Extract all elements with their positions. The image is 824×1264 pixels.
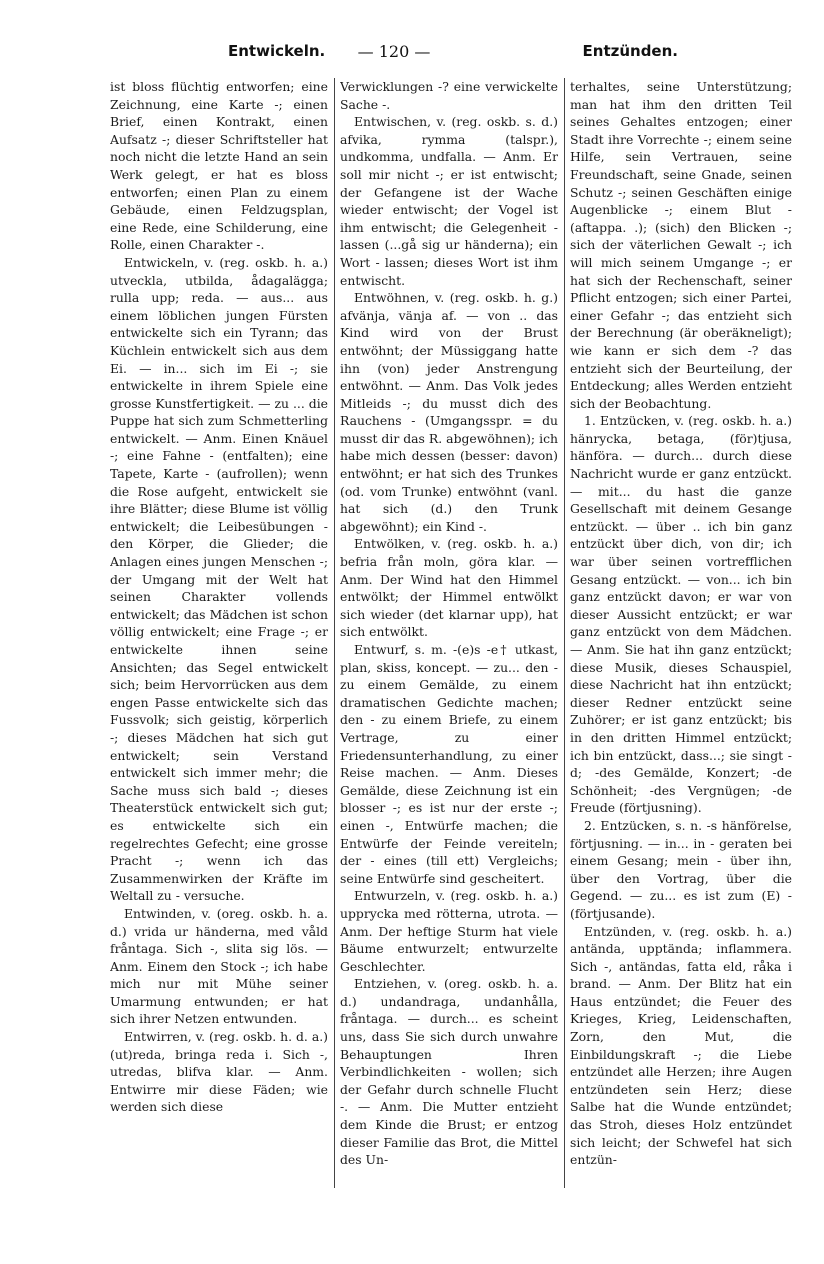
- text-column-2: [340, 78, 558, 1190]
- entry-entzuecken-verb: 1. Entzücken, v. (reg. oskb. h. a.) hänrycka, betaga, (för)tjusa, hänföra. — durch... durch diese Nachricht wurde er ganz entzückt. — mit... du hast die ganze Gesellschaft mit deinem Gesange entzückt. — über .. ich bin ganz entzückt über dich, von dir; ich war über seinen vortrefflichen Gesang entzückt. — von... ich bin ganz entzückt davon; er war von dieser Aussicht entzückt; er war ganz entzückt von dem Mädchen. — Anm. Sie hat ihn ganz entzückt; diese Musik, dieses Schauspiel, diese Nachricht hat ihn entzückt; dieser Redner entzückt seine Zuhörer; er ist ganz entzückt; bis in den dritten Himmel entzückt; ich bin entzückt, dass...; sie singt -d; -des Gemälde, Konzert; -de Schönheit; -des Vergnügen; -de Freude (förtjusning).: [570, 413, 792, 816]
- header-last-word: Entzünden.: [582, 42, 678, 60]
- entry-entwurf: Entwurf, s. m. -(e)s -e† utkast, plan, skiss, koncept. — zu... den - zu einem Gemälde, zu einem dramatischen Gedichte machen; den - zu einem Briefe, zu einem Vertrage, zu einer Friedensunterhandlung, zu einer Reise machen. — Anm. Dieses Gemälde, diese Zeichnung ist ein blosser -; es ist nur der erste -; einen -, Entwürfe machen; die Entwürfe der Feinde vereiteln; der - eines (till ett) Vergleichs; seine Entwürfe sind gescheitert.: [340, 642, 558, 886]
- text-column-1: [110, 78, 328, 1190]
- column-divider-1: [334, 78, 335, 1188]
- running-header: [110, 38, 678, 68]
- entry-entwinden: Entwinden, v. (oreg. oskb. h. a. d.) vrida ur händerna, med våld fråntaga. Sich -, slita sig lös. — Anm. Einem den Stock -; ich habe mich nur mit Mühe seiner Umarmung entwunden; er hat sich ihrer Netzen entwunden.: [110, 905, 328, 1027]
- entry-entwischen: Entwischen, v. (reg. oskb. s. d.) afvika, rymma (talspr.), undkomma, undfalla. — Anm. Er soll mir nicht -; er ist entwischt; der Gefangene ist der Wache wieder entwischt; der Vogel ist ihm entwischt; die Gelegenheit - lassen (...gå sig ur händerna); ein Wort - lassen; dieses Wort ist ihm entwischt.: [340, 114, 558, 288]
- continuation-paragraph: terhaltes, seine Unterstützung; man hat ihm den dritten Teil seines Gehaltes entzogen; einer Stadt ihre Vorrechte -; einem seine Hilfe, sein Vertrauen, seine Freundschaft, seine Gnade, seinen Schutz -; seinen Geschäften einige Augenblicke -; einem Blut - (aftappa. .); (sich) den Blicken -; sich der väterlichen Gewalt -; ich will mich seinem Umgange -; er hat sich der Rechenschaft, seiner Pflicht entzogen; sich einer Partei, einer Gefahr -; das entzieht sich der Berechnung (är oberäkneligt); wie kann er sich dem -? das entzieht sich der Beurteilung, der Entdeckung; alles Werden entzieht sich der Beobachtung.: [570, 79, 792, 411]
- continuation-paragraph: Verwicklungen -? eine verwickelte Sache -.: [340, 79, 558, 112]
- page-number: — 120 —: [357, 42, 431, 61]
- entry-entwoelken: Entwölken, v. (reg. oskb. h. a.) befria från moln, göra klar. — Anm. Der Wind hat den Himmel entwölkt; der Himmel entwölkt sich wieder (det klarnar upp), hat sich entwölkt.: [340, 536, 558, 640]
- entry-entwickeln: Entwickeln, v. (reg. oskb. h. a.) utveckla, utbilda, ådagalägga; rulla upp; reda. — aus... aus einem löblichen jungen Fürsten entwickelte sich ein Tyrann; das Küchlein entwickelt sich aus dem Ei. — in... sich im Ei -; sie entwickelte in ihrem Spiele eine grosse Kunstfertigkeit. — zu ... die Puppe hat sich zum Schmetterling entwickelt. — Anm. Einen Knäuel -; eine Fahne - (entfalten); eine Tapete, Karte - (aufrollen); wenn die Rose aufgeht, entwickelt sie ihre Blätter; diese Blume ist völlig entwickelt; die Leibesübungen - den Körper, die Glieder; die Anlagen eines jungen Menschen -; der Umgang mit der Welt hat seinen Charakter vollends entwickelt; das Mädchen ist schon völlig entwickelt; eine Frage -; er entwickelte ihnen seine Ansichten; das Segel entwickelt sich; beim Hervorrücken aus dem engen Passe entwickelte sich das Fussvolk; sich geistig, körperlich -; dieses Mädchen hat sich gut entwickelt; sein Verstand entwickelt sich immer mehr; die Sache muss sich bald -; dieses Theaterstück entwickelt sich gut; es entwickelte sich ein regelrechtes Gefecht; eine grosse Pracht -; wenn ich das Zusammenwirken der Kräfte im Weltall zu - versuche.: [110, 254, 328, 904]
- header-first-word: Entwickeln.: [228, 42, 326, 60]
- entry-entwurzeln: Entwurzeln, v. (reg. oskb. h. a.) upprycka med rötterna, utrota. — Anm. Der heftige Sturm hat viele Bäume entwurzelt; entwurzelte Geschlechter.: [340, 888, 558, 974]
- entry-entwoehnen: Entwöhnen, v. (reg. oskb. h. g.) afvänja, vänja af. — von .. das Kind wird von der Brust entwöhnt; der Müssiggang hatte ihn (von) jeder Anstrengung entwöhnt. — Anm. Das Volk jedes Mitleids -; du musst dich des Rauchens - (Umgangsspr. = du musst dir das R. abgewöhnen); ich habe mich dessen (besser: davon) entwöhnt; er hat sich des Trunkes (od. vom Trunke) entwöhnt (vanl. hat sich (d.) den Trunk abgewöhnt); ein Kind -.: [340, 290, 558, 534]
- text-column-3: [570, 78, 792, 1190]
- continuation-paragraph: ist bloss flüchtig entworfen; eine Zeichnung, eine Karte -; einen Brief, einen Kontrakt, einen Aufsatz -; dieser Schriftsteller hat noch nicht die letzte Hand an sein Werk gelegt, er hat es bloss entworfen; einen Plan zu einem Gebäude, einen Feldzugsplan, eine Rede, eine Schilderung, eine Rolle, einen Charakter -.: [110, 79, 328, 253]
- column-divider-2: [564, 78, 565, 1188]
- entry-entwirren: Entwirren, v. (reg. oskb. h. d. a.) (ut)reda, bringa reda i. Sich -, utredas, blifva klar. — Anm. Entwirre mir diese Fäden; wie werden sich diese: [110, 1029, 328, 1115]
- entry-entziehen: Entziehen, v. (oreg. oskb. h. a. d.) undandraga, undanhålla, fråntaga. — durch... es scheint uns, dass Sie sich durch unwahre Behauptungen Ihren Verbindlichkeiten - wollen; sich der Gefahr durch schnelle Flucht -. — Anm. Die Mutter entzieht dem Kinde die Brust; er entzog dieser Familie das Brot, die Mittel des Un-: [340, 976, 558, 1168]
- entry-entzuecken-noun: 2. Entzücken, s. n. -s hänförelse, förtjusning. — in... in - geraten bei einem Gesang; mein - über ihn, über den Vortrag, über die Gegend. — zu... es ist zum (E) - (förtjusande).: [570, 817, 792, 921]
- entry-entzuenden: Entzünden, v. (reg. oskb. h. a.) antända, upptända; inflammera. Sich -, antändas, fatta eld, råka i brand. — Anm. Der Blitz hat ein Haus entzündet; die Feuer des Krieges, Krieg, Leidenschaften, Zorn, den Mut, die Einbildungskraft -; die Liebe entzündet alle Herzen; ihre Augen entzündeten sein Herz; diese Salbe hat die Wunde entzündet; das Stroh, dieses Holz entzündet sich leicht; der Schwefel hat sich entzün-: [570, 923, 792, 1168]
